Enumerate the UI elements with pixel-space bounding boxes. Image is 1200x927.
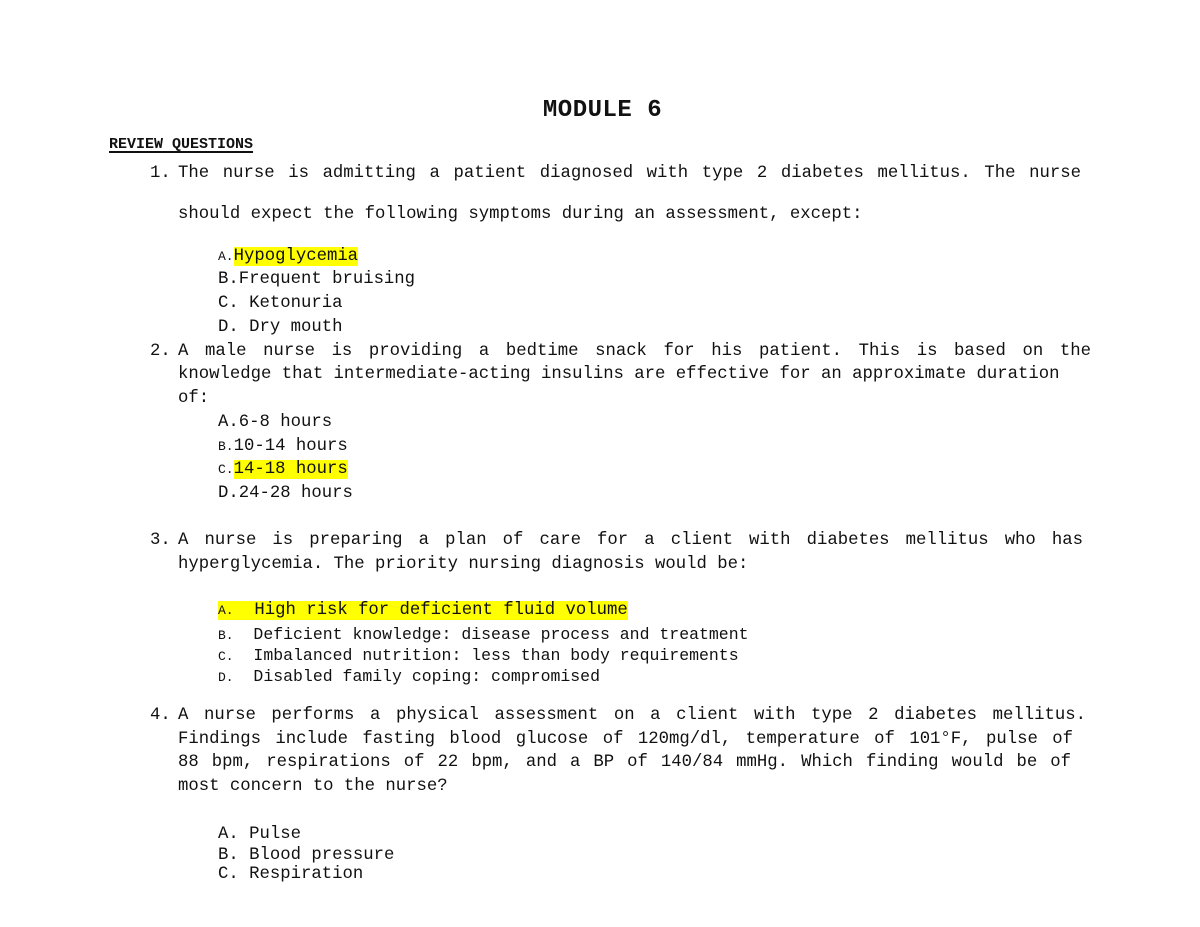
question-1-number: 1. — [150, 164, 171, 183]
question-3-stem-line-1: A nurse is preparing a plan of care for a client with diabetes mellitus who has — [178, 531, 1083, 550]
question-4-number: 4. — [150, 706, 171, 725]
question-1-stem-line-1: The nurse is admitting a patient diagnosed with type 2 diabetes mellitus. The nurse — [178, 164, 1081, 183]
question-3-option-b: B. Deficient knowledge: disease process and treatment — [218, 625, 749, 644]
question-3-stem-line-2: hyperglycemia. The priority nursing diagnosis would be: — [178, 555, 749, 574]
highlighted-answer: 14-18 hours — [233, 460, 348, 479]
question-2-stem-line-3: of: — [178, 389, 210, 408]
question-4-stem-line-2: Findings include fasting blood glucose of 120mg/dl, temperature of 101°F, pulse of — [178, 730, 1073, 749]
highlighted-answer: Hypoglycemia — [233, 247, 359, 266]
question-2-stem-line-1: A male nurse is providing a bedtime snack for his patient. This is based on the — [178, 342, 1091, 361]
section-heading: REVIEW QUESTIONS — [109, 136, 254, 153]
question-4-stem-line-4: most concern to the nurse? — [178, 777, 448, 796]
question-3-option-d: D. Disabled family coping: compromised — [218, 667, 600, 686]
question-2-option-b: B.10-14 hours — [218, 437, 348, 456]
question-4-option-b: B. Blood pressure — [218, 846, 395, 865]
question-2-option-a: A.6-8 hours — [218, 413, 333, 432]
question-2-stem-line-2: knowledge that intermediate-acting insulins are effective for an approximate duration — [178, 365, 1060, 384]
question-3-option-c: C. Imbalanced nutrition: less than body requirements — [218, 646, 739, 665]
question-1-option-a: A.Hypoglycemia — [218, 247, 359, 266]
question-4-option-c: C. Respiration — [218, 865, 364, 884]
question-4-stem-line-3: 88 bpm, respirations of 22 bpm, and a BP of 140/84 mmHg. Which finding would be of — [178, 753, 1071, 772]
question-1-option-b: B.Frequent bruising — [218, 270, 416, 289]
question-1-option-d: D. Dry mouth — [218, 318, 343, 337]
question-3-option-a: A. High risk for deficient fluid volume — [218, 601, 628, 620]
question-1-option-c: C. Ketonuria — [218, 294, 343, 313]
question-2-option-c: C.14-18 hours — [218, 460, 348, 479]
question-3-number: 3. — [150, 531, 171, 550]
question-1-stem-line-2: should expect the following symptoms during an assessment, except: — [178, 205, 863, 224]
question-4-stem-line-1: A nurse performs a physical assessment on a client with type 2 diabetes mellitus. — [178, 706, 1086, 725]
question-4-option-a: A. Pulse — [218, 825, 301, 844]
highlighted-answer: High risk for deficient fluid volume — [254, 601, 628, 620]
question-2-number: 2. — [150, 342, 171, 361]
question-2-option-d: D.24-28 hours — [218, 484, 353, 503]
page-title: MODULE 6 — [542, 97, 663, 124]
